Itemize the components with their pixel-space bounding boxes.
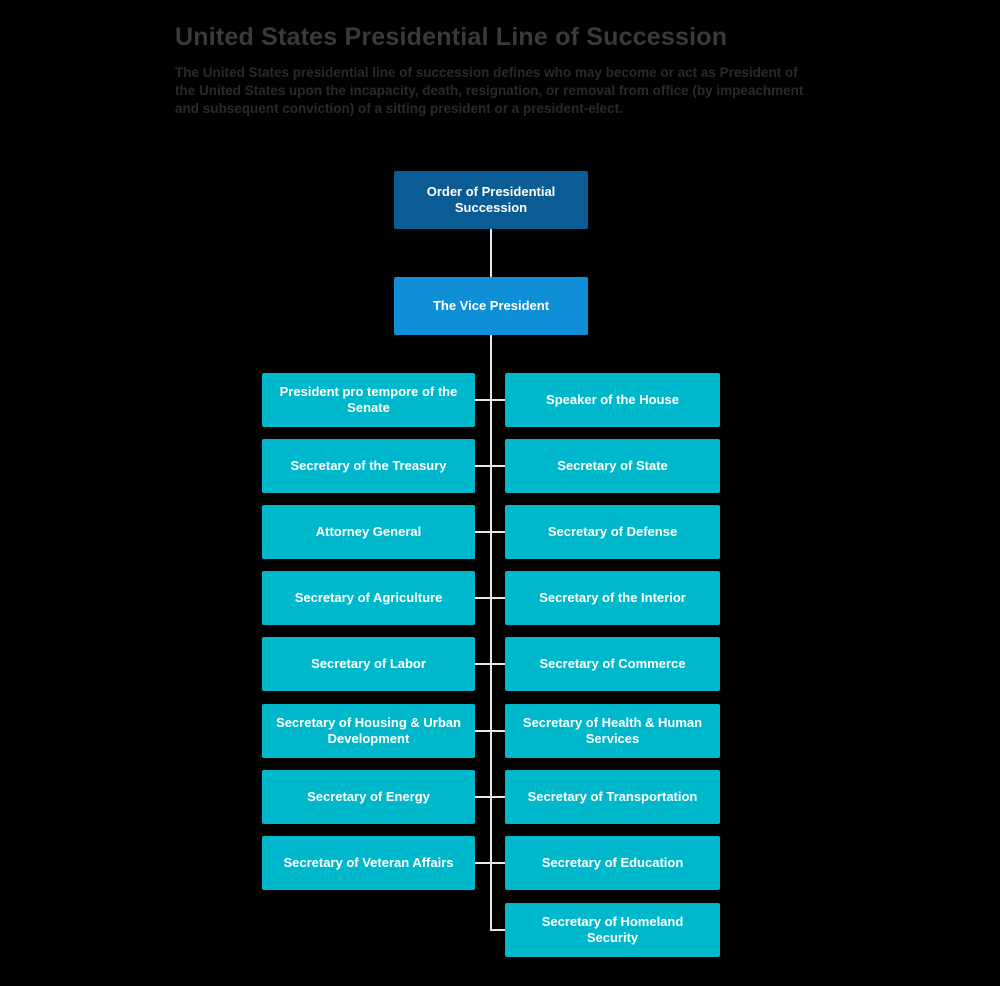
node-attorney-general[interactable]: Attorney General bbox=[262, 505, 475, 559]
node-president-pro-tempore[interactable]: President pro tempore of the Senate bbox=[262, 373, 475, 427]
node-secretary-of-agriculture[interactable]: Secretary of Agriculture bbox=[262, 571, 475, 625]
node-secretary-of-defense[interactable]: Secretary of Defense bbox=[505, 505, 720, 559]
node-secretary-of-health-and-human-services[interactable]: Secretary of Health & Human Services bbox=[505, 704, 720, 758]
page-subtitle: The United States presidential line of succession defines who may become or act as President of the United States upon the incapacity, death, resignation, or removal from office (by impeachment and subsequent conviction) of a sitting president or a president-elect. bbox=[175, 65, 804, 117]
node-secretary-of-transportation[interactable]: Secretary of Transportation bbox=[505, 770, 720, 824]
node-secretary-of-housing-and-urban-development[interactable]: Secretary of Housing & Urban Development bbox=[262, 704, 475, 758]
node-secretary-of-the-treasury[interactable]: Secretary of the Treasury bbox=[262, 439, 475, 493]
node-secretary-of-labor[interactable]: Secretary of Labor bbox=[262, 637, 475, 691]
node-speaker-of-the-house[interactable]: Speaker of the House bbox=[505, 373, 720, 427]
node-secretary-of-veteran-affairs[interactable]: Secretary of Veteran Affairs bbox=[262, 836, 475, 890]
node-secretary-of-homeland-security[interactable]: Secretary of Homeland Security bbox=[505, 903, 720, 957]
node-order-of-presidential-succession[interactable]: Order of Presidential Succession bbox=[394, 171, 588, 229]
page-title: United States Presidential Line of Succession bbox=[175, 23, 728, 51]
node-secretary-of-education[interactable]: Secretary of Education bbox=[505, 836, 720, 890]
node-secretary-of-the-interior[interactable]: Secretary of the Interior bbox=[505, 571, 720, 625]
node-vice-president[interactable]: The Vice President bbox=[394, 277, 588, 335]
node-secretary-of-energy[interactable]: Secretary of Energy bbox=[262, 770, 475, 824]
node-secretary-of-commerce[interactable]: Secretary of Commerce bbox=[505, 637, 720, 691]
node-secretary-of-state[interactable]: Secretary of State bbox=[505, 439, 720, 493]
